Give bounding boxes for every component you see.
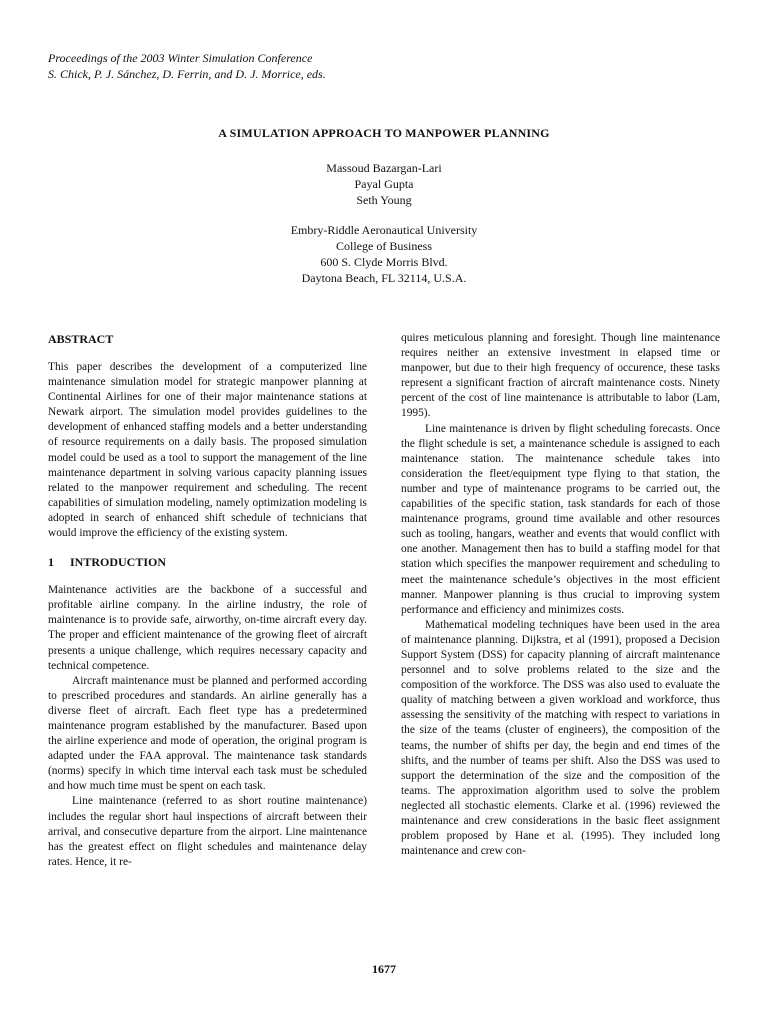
intro-paragraph: Maintenance activities are the backbone of a successful and profitable airline company. In the airline industry, the role of maintenance is to provide safe, airworthy, on-time aircraft every day. The proper and efficient maintenance of the growing fleet of aircraft presents a unique challenge, which requires necessary capacity and technical competence. [48, 584, 367, 672]
section-number: 1 [48, 555, 54, 570]
paper-title: A SIMULATION APPROACH TO MANPOWER PLANNING [218, 126, 550, 140]
affiliation-city: Daytona Beach, FL 32114, U.S.A. [301, 271, 467, 285]
author: Seth Young [356, 193, 412, 207]
affiliation-street: 600 S. Clyde Morris Blvd. [320, 255, 448, 269]
intro-paragraph: Mathematical modeling techniques have been used in the area of maintenance planning. Dijkstra, et al (1991), proposed a Decision Support System (DSS) for capacity planning of aircraft maintenance personnel and to solve problems related to the size and the composition of the workforce. The DSS was also used to evaluate the quality of matching between a given workload and workforce, thus assessing the sensitivity of the matching with respect to variations in the size of the teams (cluster of engineers), the composition of the teams, the number of shifts per day, the begin and end times of the shifts, and the number of teams per shift. Also the DSS was used to support the determination of the size and the composition of the teams. The approximation algorithm used to solve the problem neglected all stochastic elements. Clarke et al. (1996) reviewed the maintenance and crew considerations in the basic fleet assignment problem proposed by Hane et al. (1995). They included long maintenance and crew con- [401, 618, 720, 858]
proceedings-editors: S. Chick, P. J. Sánchez, D. Ferrin, and D. J. Morrice, eds. [48, 67, 326, 81]
page-number: 1677 [372, 962, 396, 976]
intro-paragraph: Line maintenance is driven by flight scheduling forecasts. Once the flight schedule is set, a maintenance schedule is assigned to each maintenance station. The maintenance schedule takes into consideration the fleet/equipment type flying to that station, the number and type of maintenance programs to be carried out, the capabilities of the specific station, task standards for each of those maintenance programs, ground time available and other resources such as tooling, hangars, weather and events that would conflict with one another. Management then has to build a staffing model for that station which specifies the manpower requirement and scheduling to meet the maintenance schedule’s objectives in the most efficient manner. Manpower planning is thus crucial to improving system performance and efficiency and minimizes costs. [401, 422, 720, 616]
left-column [48, 331, 367, 870]
intro-paragraph: Aircraft maintenance must be planned and performed according to prescribed procedures and standards. An airline generally has a diverse fleet of aircraft. Each fleet type has a predetermined maintenance program established by the manufacturer. Based upon the airline experience and mode of operation, the original program is adapted under the FAA approval. The maintenance task standards (norms) specify in which time interval each task must be scheduled and how much time must be spent on each task. [48, 674, 367, 793]
author-list [0, 160, 768, 208]
intro-paragraph-continued: quires meticulous planning and foresight. Though line maintenance requires neither an extensive investment in elapsed time or manpower, but due to their high frequency of occurence, these tasks represent a significant fraction of aircraft maintenance costs. Ninety percent of the cost of line maintenance is attributable to labor (Lam, 1995). [401, 332, 720, 420]
author: Massoud Bazargan-Lari [326, 161, 442, 175]
affiliation-college: College of Business [336, 239, 432, 253]
section-title: INTRODUCTION [70, 555, 167, 570]
affiliation [0, 222, 768, 286]
introduction-heading [48, 554, 367, 570]
proceedings-header [48, 50, 326, 82]
affiliation-university: Embry-Riddle Aeronautical University [290, 223, 478, 237]
author: Payal Gupta [354, 177, 414, 191]
intro-paragraph: Line maintenance (referred to as short routine maintenance) includes the regular short haul inspections of aircraft between their arrival, and consecutive departure from the airport. Line maintenance has the greatest effect on flight schedules and maintenance delay rates. Hence, it re- [48, 795, 367, 868]
abstract-text: This paper describes the development of a computerized line maintenance simulation model for strategic manpower planning at Continental Airlines for one of their major maintenance stations at Newark airport. The simulation model provides guidelines to the development of enhanced staffing models and a better understanding of resource requirements on a daily basis. The proposed simulation model could be used as a tool to support the management of the line maintenance department in solving various capacity planning issues related to the manpower requirement and scheduling. The recent capabilities of simulation modeling, namely optimization modeling is adopted in search of enhanced shift schedule of technicians that would improve the efficiency of the existing system. [48, 361, 367, 540]
right-column [401, 331, 720, 859]
proceedings-line-1: Proceedings of the 2003 Winter Simulation Conference [48, 51, 313, 65]
abstract-heading: ABSTRACT [48, 332, 114, 346]
